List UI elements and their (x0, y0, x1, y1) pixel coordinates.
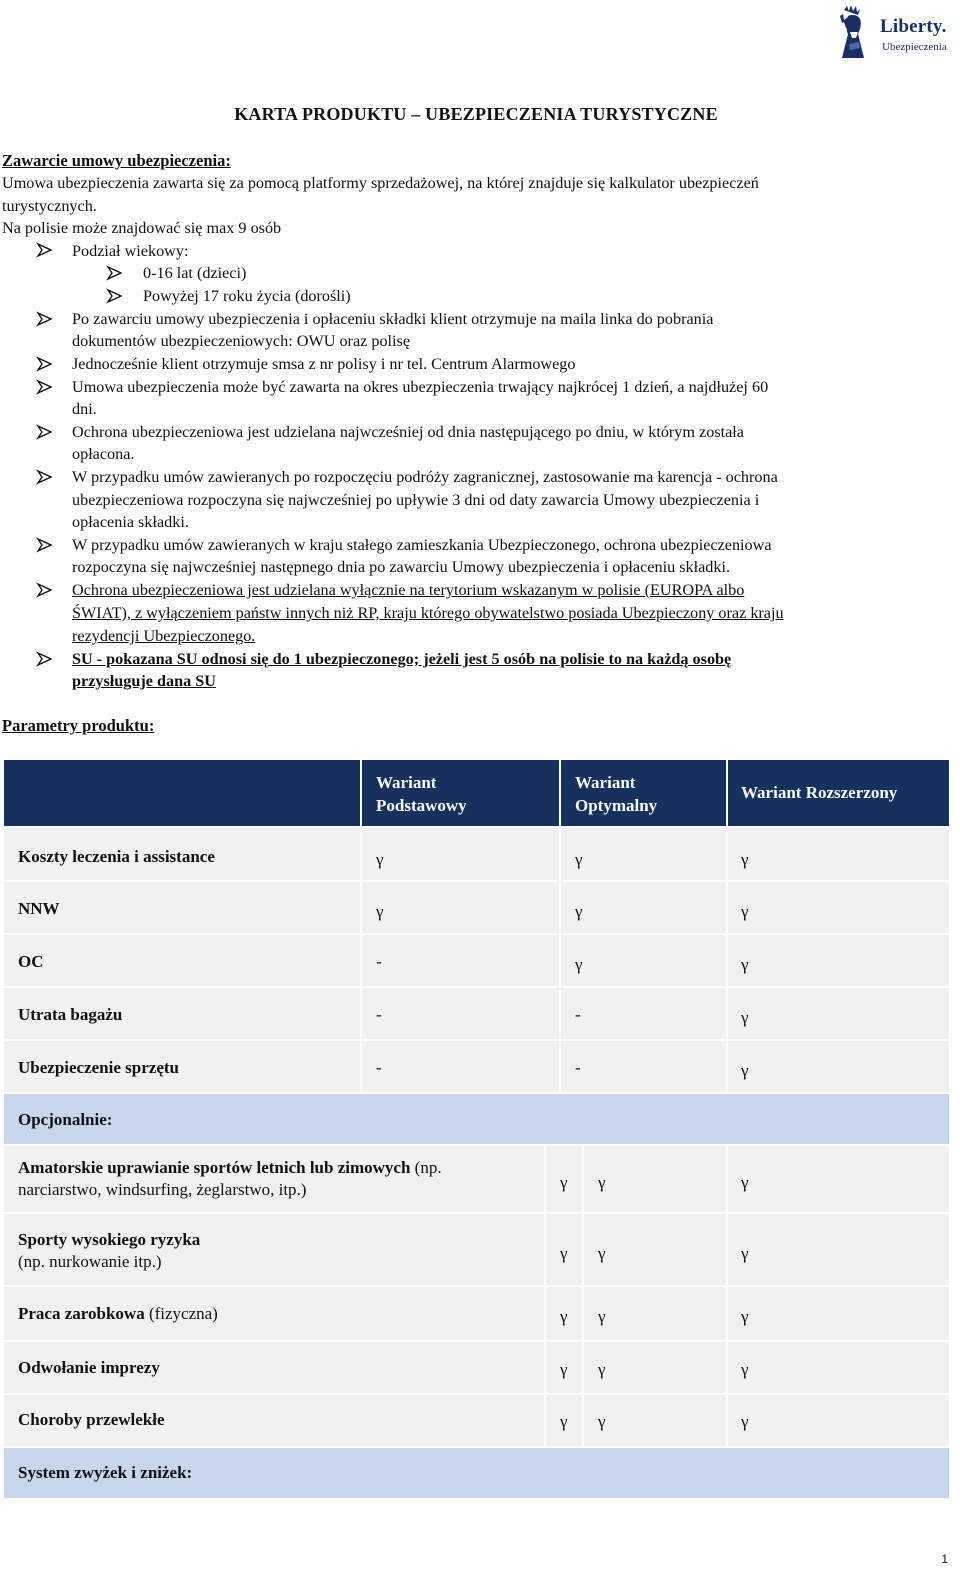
header-optimal (575, 771, 657, 817)
row-optimal-mark: γ (575, 902, 583, 921)
column-divider (544, 1146, 546, 1446)
optional-row-extended-mark: γ (741, 1307, 749, 1326)
liberty-logo (834, 4, 952, 60)
header-basic-line-1: Wariant (376, 773, 437, 792)
header-divider (559, 760, 561, 826)
header-basic (376, 771, 467, 817)
row-divider (4, 986, 949, 988)
row-label: NNW (18, 899, 60, 918)
intro-line-3: Na polisie może znajdować się max 9 osób (2, 219, 282, 237)
bullet-6-line-1: W przypadku umów zawieranych w kraju stałego zamieszkania Ubezpieczonego, ochrona ubezpieczeniowa (72, 536, 772, 554)
optional-row-extended-mark: γ (741, 1360, 749, 1379)
bullet-8-line-1: SU - pokazana SU odnosi się do 1 ubezpieczonego; jeżeli jest 5 osób na polisie to na każdą osobę (72, 650, 732, 668)
bullet-7-line-3: rezydencji Ubezpieczonego. (72, 627, 256, 645)
optional-row-label (18, 1409, 165, 1431)
arrow-bullet-icon (106, 264, 128, 286)
optional-row-label-line-2: (np. nurkowanie itp.) (18, 1252, 162, 1271)
optional-heading-row (4, 1094, 949, 1144)
optional-row-optimal-mark: γ (598, 1173, 606, 1192)
bullet-6-line-2: rozpoczyna się najwcześniej następnego dnia po zawarciu Umowy ubezpieczenia i opłaceniu składki. (72, 558, 731, 576)
row-divider (4, 933, 949, 935)
row-extended-mark: γ (741, 1061, 749, 1080)
optional-row-basic-mark: γ (560, 1244, 568, 1263)
logo-brand: Liberty. (880, 16, 947, 37)
column-divider (559, 828, 561, 1092)
row-optimal-mark: γ (575, 955, 583, 974)
bullet-5-line-1: W przypadku umów zawieranych po rozpoczęciu podróży zagranicznej, zastosowanie ma karencja - ochrona (72, 468, 778, 486)
row-extended-mark: γ (741, 1008, 749, 1027)
bullet-8-line-2: przysługuje dana SU (72, 672, 216, 690)
row-basic-mark: - (376, 1058, 382, 1077)
optional-row-label-line-2: narciarstwo, windsurfing, żeglarstwo, itp.) (18, 1180, 307, 1199)
optional-row-label-bold: Sporty wysokiego ryzyka (18, 1230, 201, 1249)
row-divider (4, 880, 949, 882)
row-basic-mark: - (376, 952, 382, 971)
optional-heading: Opcjonalnie: (18, 1110, 113, 1129)
arrow-bullet-icon (36, 241, 58, 263)
row-basic-mark: γ (376, 902, 384, 921)
optional-row-optimal-mark: γ (598, 1412, 606, 1431)
bullet-1-line-2: dokumentów ubezpieczeniowych: OWU oraz polisę (72, 332, 411, 350)
row-label: Ubezpieczenie sprzętu (18, 1058, 179, 1077)
row-divider (4, 1039, 949, 1041)
header-extended: Wariant Rozszerzony (741, 783, 898, 802)
bullet-5-line-3: opłacenia składki. (72, 513, 189, 531)
bullet-3-line-2: dni. (72, 400, 97, 418)
row-label: Koszty leczenia i assistance (18, 847, 215, 866)
intro-line-2: turystycznych. (2, 197, 97, 215)
row-optimal-mark: γ (575, 850, 583, 869)
row-basic-mark: - (376, 1005, 382, 1024)
arrow-bullet-icon (36, 468, 58, 490)
arrow-bullet-icon (106, 287, 128, 309)
discount-heading: System zwyżek i zniżek: (18, 1463, 193, 1482)
optional-row-optimal-mark: γ (598, 1307, 606, 1326)
row-divider (4, 1393, 949, 1395)
column-divider (726, 828, 728, 1092)
bullet-7-line-2: ŚWIAT), z wyłączeniem państw innych niż RP, kraju którego obywatelstwo posiada Ubezpieczony oraz kraju (72, 604, 784, 622)
optional-row-label-bold: Praca zarobkowa (18, 1304, 145, 1323)
logo-subtitle: Ubezpieczenia (882, 41, 947, 53)
optional-row-basic-mark: γ (560, 1307, 568, 1326)
page-number: 1 (941, 1552, 948, 1566)
page-title: KARTA PRODUKTU – UBEZPIECZENIA TURYSTYCZNE (234, 104, 718, 124)
arrow-bullet-icon (36, 650, 58, 672)
column-divider (582, 1146, 584, 1446)
bullet-5-line-2: ubezpieczeniowa rozpoczyna się najwcześniej po upływie 3 dni od daty zawarcia Umowy ubezpieczenia i (72, 491, 760, 509)
column-divider (726, 1146, 728, 1446)
header-divider (726, 760, 728, 826)
optional-row-basic-mark: γ (560, 1412, 568, 1431)
header-optimal-line-2: Optymalny (575, 796, 658, 815)
arrow-bullet-icon (36, 355, 58, 377)
column-divider (360, 828, 362, 1092)
section-heading-contract: Zawarcie umowy ubezpieczenia: (2, 151, 231, 170)
row-label: OC (18, 952, 44, 971)
bullet-2-line-1: Jednocześnie klient otrzymuje smsa z nr polisy i nr tel. Centrum Alarmowego (72, 355, 576, 373)
row-divider (4, 1340, 949, 1342)
bullet-4-line-1: Ochrona ubezpieczeniowa jest udzielana najwcześniej od dnia następującego po dniu, w którym została (72, 423, 744, 441)
bullet-3-line-1: Umowa ubezpieczenia może być zawarta na okres ubezpieczenia trwający najkrócej 1 dzień, a najdłużej 60 (72, 378, 769, 396)
header-divider (360, 760, 362, 826)
arrow-bullet-icon (36, 378, 58, 400)
optional-row-label (18, 1357, 160, 1379)
optional-row-label-rest: (fizyczna) (144, 1304, 218, 1323)
row-extended-mark: γ (741, 955, 749, 974)
age-item-adults: Powyżej 17 roku życia (dorośli) (143, 287, 351, 305)
optional-row-label-bold: Odwołanie imprezy (18, 1358, 160, 1377)
row-basic-mark: γ (376, 850, 384, 869)
row-extended-mark: γ (741, 850, 749, 869)
arrow-bullet-icon (36, 536, 58, 558)
optional-row-basic-mark: γ (560, 1360, 568, 1379)
bullet-1-line-1: Po zawarciu umowy ubezpieczenia i opłaceniu składki klient otrzymuje na maila linka do pobrania (72, 310, 714, 328)
age-heading: Podział wiekowy: (72, 242, 189, 260)
row-label: Utrata bagażu (18, 1005, 123, 1024)
optional-row-label-bold: Amatorskie uprawianie sportów letnich lub zimowych (18, 1158, 411, 1177)
optional-row-label (18, 1303, 218, 1325)
arrow-bullet-icon (36, 423, 58, 445)
optional-row-label (18, 1229, 200, 1251)
intro-line-1: Umowa ubezpieczenia zawarta się za pomocą platformy sprzedażowej, na której znajduje się kalkulator ubezpieczeń (2, 174, 759, 192)
row-divider (4, 1212, 949, 1214)
optional-row-extended-mark: γ (741, 1412, 749, 1431)
section-heading-parameters: Parametry produktu: (2, 716, 155, 735)
arrow-bullet-icon (36, 581, 58, 603)
optional-row-optimal-mark: γ (598, 1244, 606, 1263)
statue-of-liberty-icon (834, 4, 880, 60)
row-extended-mark: γ (741, 902, 749, 921)
optional-row-basic-mark: γ (560, 1173, 568, 1192)
row-divider (4, 1285, 949, 1287)
bullet-4-line-2: opłacona. (72, 445, 135, 463)
optional-row-label-rest: (np. (410, 1158, 442, 1177)
optional-row-label (18, 1157, 442, 1179)
optional-row-optimal-mark: γ (598, 1360, 606, 1379)
optional-row-extended-mark: γ (741, 1173, 749, 1192)
age-item-children: 0-16 lat (dzieci) (143, 264, 247, 282)
bullet-7-line-1: Ochrona ubezpieczeniowa jest udzielana wyłącznie na terytorium wskazanym w polisie (EUROPA albo (72, 581, 745, 599)
arrow-bullet-icon (36, 310, 58, 332)
header-basic-line-2: Podstawowy (376, 796, 467, 815)
row-optimal-mark: - (575, 1005, 581, 1024)
header-optimal-line-1: Wariant (575, 773, 636, 792)
optional-row-extended-mark: γ (741, 1244, 749, 1263)
optional-row-label-bold: Choroby przewlekłe (18, 1410, 165, 1429)
row-optimal-mark: - (575, 1058, 581, 1077)
